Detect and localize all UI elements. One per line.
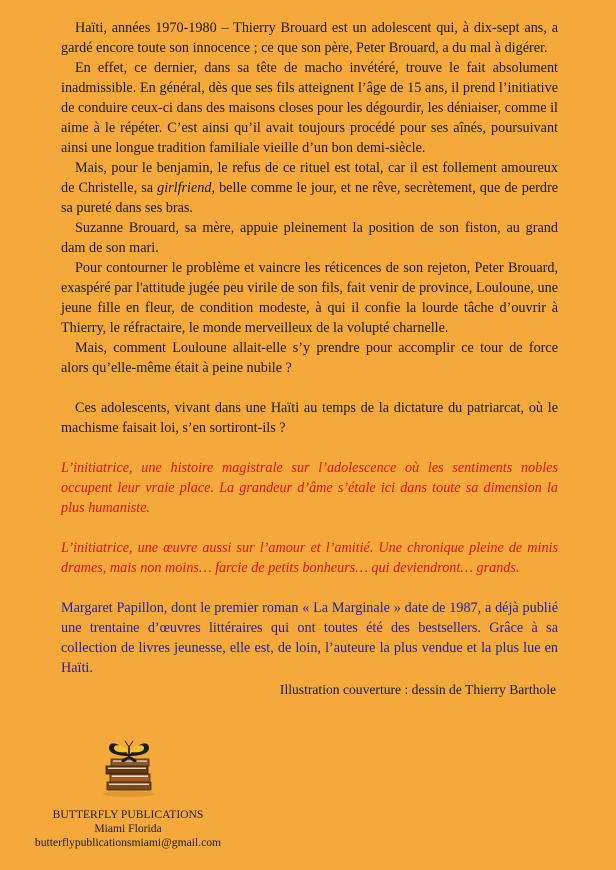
publisher-name: BUTTERFLY PUBLICATIONS xyxy=(52,808,204,821)
paragraph-father: En effet, ce dernier, dans sa tête de macho invétéré, trouve le fait absolument inadmissible. En général, dès que ses fils atteignent l’âge de 15 ans, il prend l’initiative de conduire ceux-ci dans des maisons closes pour les dégourdir, les déniaiser, comme il aime à le répéter. C’est ainsi qu’il avait toujours procédé pour ses aînés, poursuivant ainsi une longue tradition familiale vieille d’un bon demi-siècle. xyxy=(61,60,558,156)
girlfriend-word: girlfriend xyxy=(157,180,212,196)
author-bio: Margaret Papillon, dont le premier roman « La Marginale » date de 1987, a déjà publié une trentaine d’œuvres littéraires qui ont toutes été des bestsellers. Grâce à sa collection de livres jeunesse, elle est, de loin, l’auteure la plus vendue et la plus lue en Haïti. xyxy=(61,600,558,676)
quote-review-2: L’initiatrice, une œuvre aussi sur l’amour et l’amitié. Une chronique pleine de minis drames, mais non moins… farcie de petits bonheurs… qui deviendront… grands. xyxy=(61,540,558,576)
publisher-email: butterflypublicationsmiami@gmail.com xyxy=(34,836,222,849)
paragraph-benjamin-start: Mais, pour le benjamin, le refus de ce rituel est total, car il est follement amoureux de Christelle, sa xyxy=(61,160,558,196)
publisher-block xyxy=(30,808,226,850)
paragraph-teaser: Ces adolescents, vivant dans une Haïti au temps de la dictature du patriarcat, où le machisme faisait loi, s’en sortiront-ils ? xyxy=(61,400,558,436)
paragraph-louloune: Pour contourner le problème et vaincre les réticences de son rejeton, Peter Brouard, exaspéré par l'attitude jugée peu virile de son fils, fait venir de province, Louloune, une jeune fille en fleur, de condition modeste, à qui il confie la lourde tâche d’ouvrir à Thierry, le réfractaire, le monde merveilleux de la volupté charnelle. xyxy=(61,260,558,336)
illustration-credit: Illustration couverture : dessin de Thierry Barthole xyxy=(279,682,556,697)
back-cover-text xyxy=(61,18,558,699)
paragraph-question: Mais, comment Louloune allait-elle s’y prendre pour accomplir ce tour de force alors qu’elle-même était à peine nubile ? xyxy=(61,340,558,376)
quote-review-1: L’initiatrice, une histoire magistrale sur l’adolescence où les sentiments nobles occupent leur vraie place. La grandeur d’âme s’étale ici dans toute sa dimension la plus humaniste. xyxy=(61,460,558,516)
paragraph-benjamin xyxy=(61,158,558,218)
publisher-city: Miami Florida xyxy=(94,822,162,835)
butterfly-on-books-icon xyxy=(97,738,161,798)
paragraph-benjamin-end: , belle comme le jour, et ne rêve, secrètement, que de perdre sa pureté dans ses bras. xyxy=(61,180,559,216)
paragraph-intro: Haïti, années 1970-1980 – Thierry Brouard est un adolescent qui, à dix-sept ans, a gardé encore toute son innocence ; ce que son père, Peter Brouard, a du mal à digérer. xyxy=(61,20,558,56)
paragraph-mother: Suzanne Brouard, sa mère, appuie pleinement la position de son fiston, au grand dam de son mari. xyxy=(61,220,558,256)
